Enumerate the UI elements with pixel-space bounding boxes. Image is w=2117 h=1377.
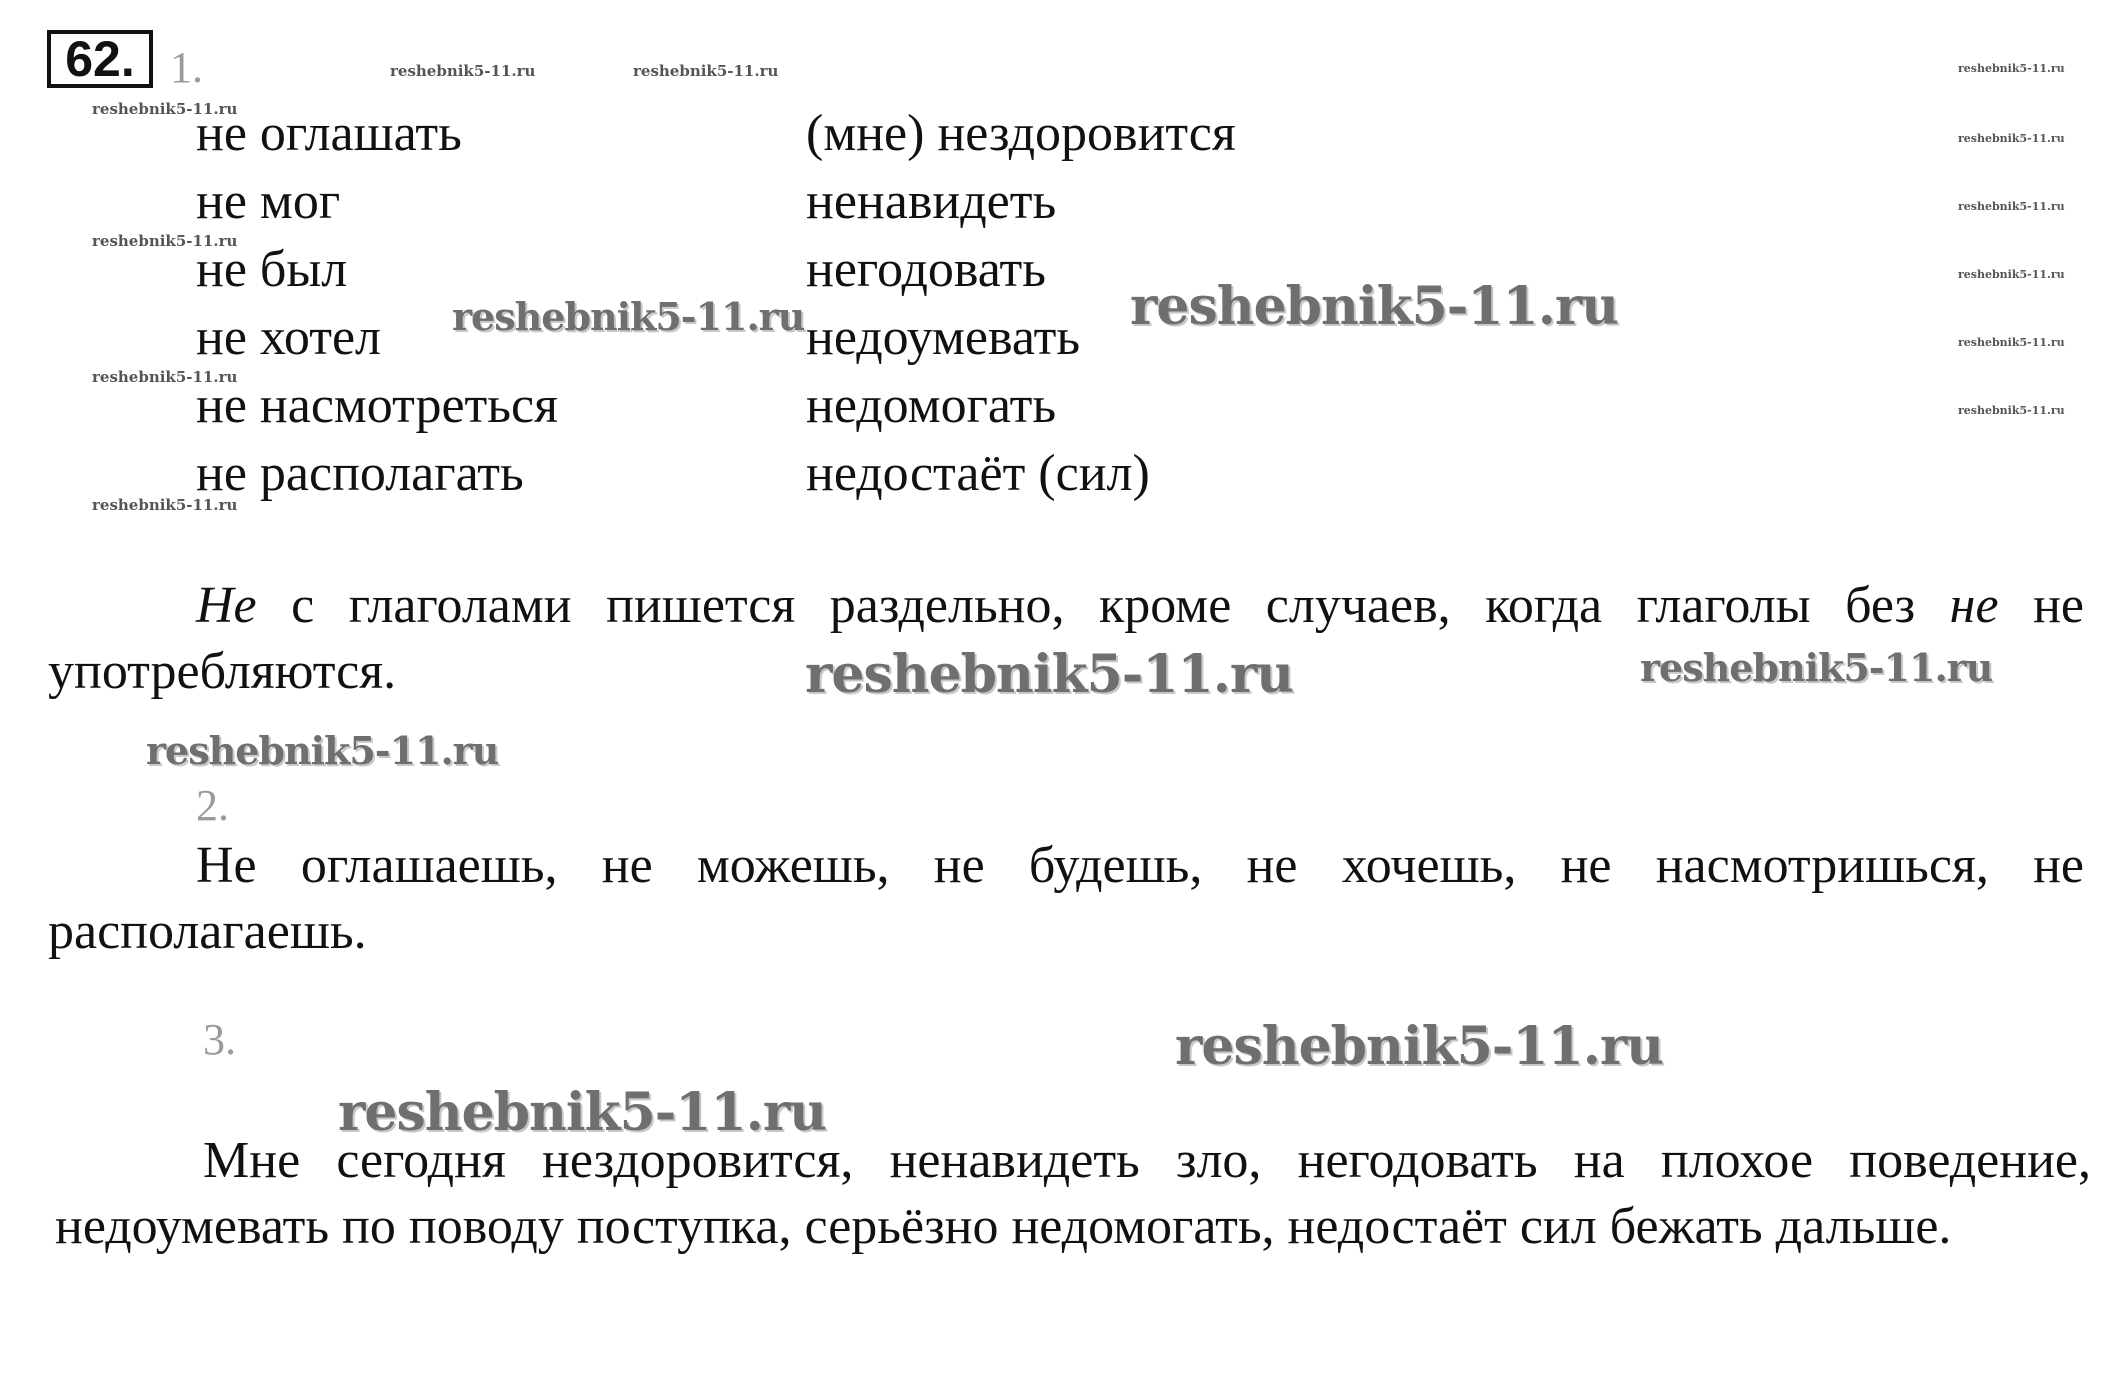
watermark-small-5: reshebnik5-11.ru: [92, 368, 238, 386]
left-word-6: не располагать: [196, 445, 524, 502]
rule-tail: не употребляются.: [48, 577, 2084, 700]
watermark-tiny-4: reshebnik5-11.ru: [1958, 268, 2065, 281]
right-word-3: негодовать: [806, 241, 1046, 298]
watermark-small-4: reshebnik5-11.ru: [92, 232, 238, 250]
left-word-1: не оглашать: [196, 105, 462, 162]
watermark-large-3: reshebnik5-11.ru: [1175, 1016, 1664, 1077]
right-word-4: недоумевать: [806, 309, 1081, 366]
watermark-tiny-3: reshebnik5-11.ru: [1958, 200, 2065, 213]
section-2-label: 2.: [196, 781, 229, 830]
watermark-small-3: reshebnik5-11.ru: [92, 100, 238, 118]
watermark-large-1: reshebnik5-11.ru: [1130, 276, 1619, 337]
rule-ne-italic-2: не: [1949, 577, 1999, 634]
watermark-tiny-2: reshebnik5-11.ru: [1958, 132, 2065, 145]
watermark-tiny-1: reshebnik5-11.ru: [1958, 62, 2065, 75]
section-3-text: Мне сегодня нездоровится, ненавидеть зло, негодовать на плохое поведение, недоумевать по поводу поступка, серьёзно недомогать, недостаёт сил бежать дальше.: [55, 1132, 2091, 1255]
watermark-medium-3: reshebnik5-11.ru: [146, 728, 499, 773]
task-number: 62.: [47, 30, 153, 88]
watermark-tiny-5: reshebnik5-11.ru: [1958, 336, 2065, 349]
left-word-5: не насмотреться: [196, 377, 558, 434]
section-2-text: Не оглашаешь, не можешь, не будешь, не хочешь, не насмотришься, не располагаешь.: [48, 837, 2084, 960]
watermark-medium-2: reshebnik5-11.ru: [1640, 645, 1993, 690]
section-3-label: 3.: [203, 1015, 236, 1064]
rule-ne-italic: Не: [196, 577, 257, 634]
right-word-1: (мне) нездоровится: [806, 105, 1236, 162]
left-word-4: не хотел: [196, 309, 381, 366]
left-word-3: не был: [196, 241, 348, 298]
watermark-small-1: reshebnik5-11.ru: [390, 62, 536, 80]
watermark-medium-1: reshebnik5-11.ru: [452, 294, 805, 339]
watermark-small-6: reshebnik5-11.ru: [92, 496, 238, 514]
watermark-small-2: reshebnik5-11.ru: [633, 62, 779, 80]
right-word-5: недомогать: [806, 377, 1057, 434]
watermark-large-4: reshebnik5-11.ru: [338, 1082, 827, 1143]
watermark-large-2: reshebnik5-11.ru: [805, 644, 1294, 705]
right-word-6: недостаёт (сил): [806, 445, 1150, 502]
watermark-tiny-6: reshebnik5-11.ru: [1958, 404, 2065, 417]
right-word-2: ненавидеть: [806, 173, 1057, 230]
left-word-2: не мог: [196, 173, 341, 230]
section-1-label: 1.: [170, 43, 203, 92]
rule-text: с глаголами пишется раздельно, кроме случаев, когда глаголы без: [256, 577, 1950, 634]
